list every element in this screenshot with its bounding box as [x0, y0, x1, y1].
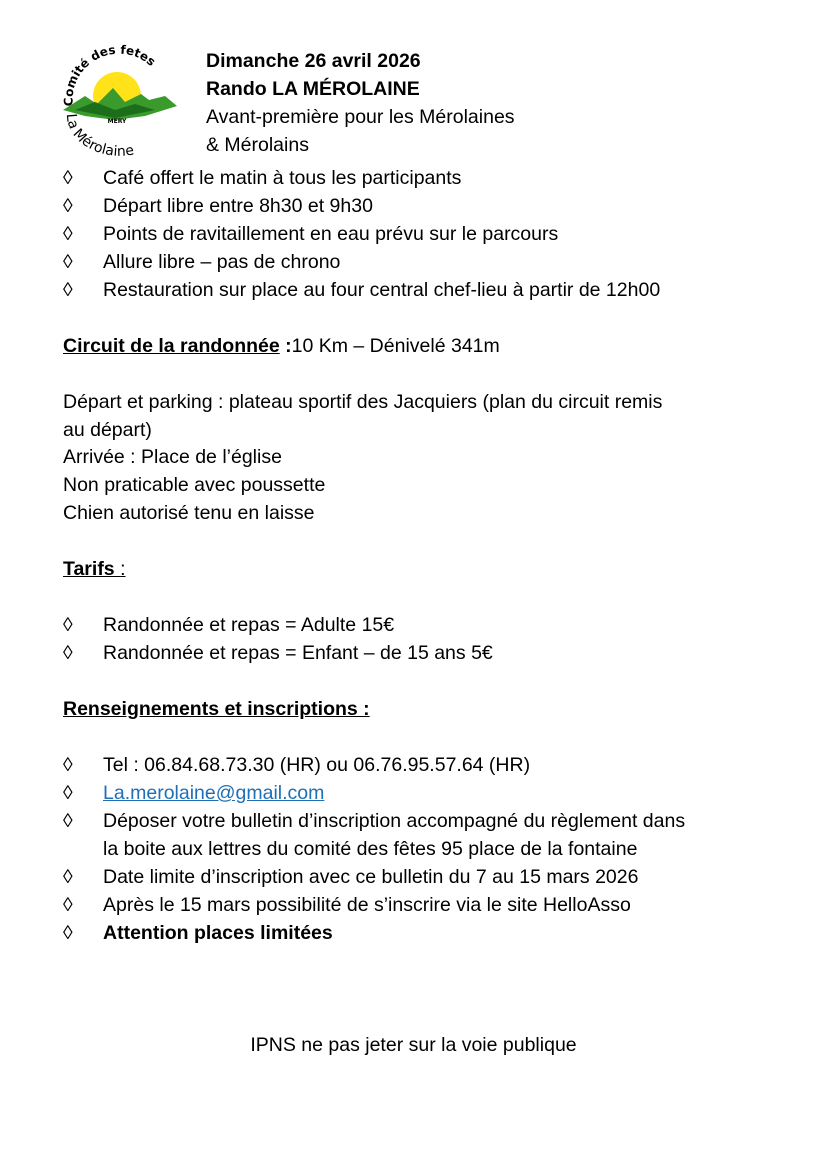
svg-text:MERY: MERY	[107, 118, 127, 125]
info-line: Arrivée : Place de l’église	[63, 446, 282, 468]
diamond-bullet-icon: ◊	[63, 223, 73, 245]
svg-text:La Mérolaine: La Mérolaine	[62, 112, 136, 156]
comite-des-fetes-logo	[55, 44, 185, 156]
tarifs-heading: Tarifs	[63, 558, 121, 580]
email-link[interactable]: La.merolaine@gmail.com	[103, 782, 325, 804]
diamond-bullet-icon: ◊	[63, 922, 73, 944]
svg-text:Comité des fetes: Comité des fetes	[61, 44, 159, 107]
info-line: Départ et parking : plateau sportif des Jacquiers (plan du circuit remis	[63, 391, 663, 413]
diamond-bullet-icon: ◊	[63, 251, 73, 273]
info-line: Non praticable avec poussette	[63, 474, 326, 496]
tarifs-heading-line: Tarifs :	[63, 558, 126, 580]
footer-note: IPNS ne pas jeter sur la voie publique	[250, 1034, 577, 1056]
diamond-bullet-icon: ◊	[63, 866, 73, 888]
event-date: Dimanche 26 avril 2026	[206, 50, 421, 72]
circuit-details: 10 Km – Dénivelé 341m	[291, 335, 500, 357]
diamond-bullet-icon: ◊	[63, 614, 73, 636]
diamond-bullet-icon: ◊	[63, 754, 73, 776]
event-subtitle-cont: & Mérolains	[206, 134, 309, 156]
info-line: Chien autorisé tenu en laisse	[63, 502, 315, 524]
diamond-bullet-icon: ◊	[63, 894, 73, 916]
event-subtitle: Avant-première pour les Mérolaines	[206, 106, 515, 128]
phone-numbers: Tel : 06.84.68.73.30 (HR) ou 06.76.95.57.64 (HR)	[103, 754, 531, 776]
diamond-bullet-icon: ◊	[63, 279, 73, 301]
event-title: Rando LA MÉROLAINE	[206, 78, 420, 100]
diamond-bullet-icon: ◊	[63, 782, 73, 804]
diamond-bullet-icon: ◊	[63, 167, 73, 189]
list-item-cont: la boite aux lettres du comité des fêtes 95 place de la fontaine	[103, 838, 638, 860]
info-line: au départ)	[63, 419, 152, 441]
diamond-bullet-icon: ◊	[63, 810, 73, 832]
contact-heading: Renseignements et inscriptions :	[63, 698, 370, 720]
diamond-bullet-icon: ◊	[63, 642, 73, 664]
diamond-bullet-icon: ◊	[63, 195, 73, 217]
circuit-heading: Circuit de la randonnée	[63, 335, 280, 357]
circuit-line: Circuit de la randonnée :10 Km – Dénivelé 341m	[63, 335, 500, 357]
limited-places-warning: Attention places limitées	[103, 922, 333, 944]
